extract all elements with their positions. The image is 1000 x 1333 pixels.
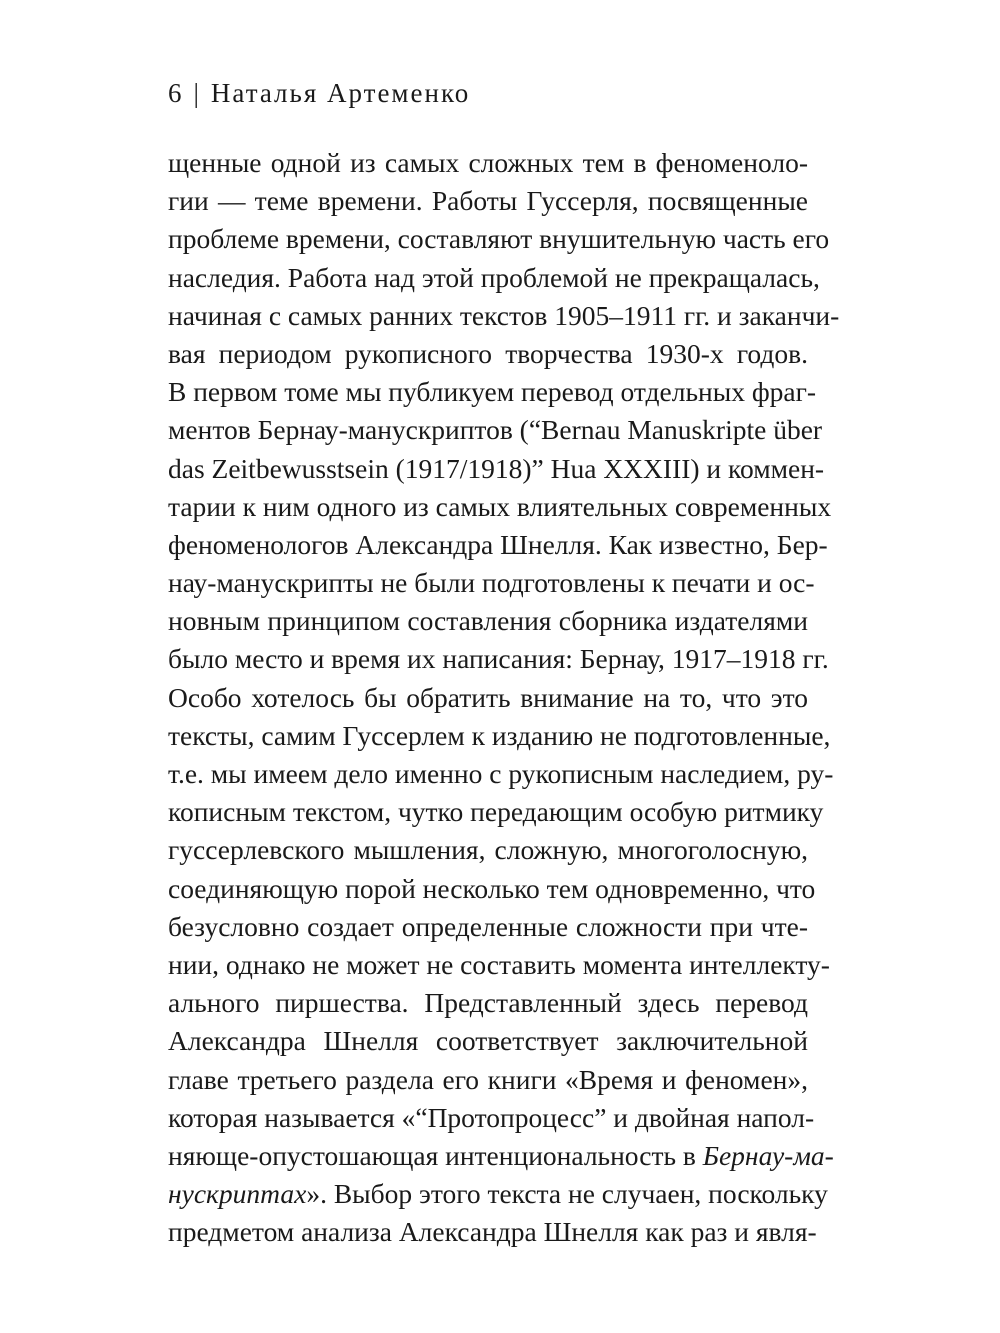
text-line: вая периодом рукописного творчества 1930-х годов. (168, 337, 808, 369)
text-line: наследия. Работа над этой проблемой не прекращалась, (168, 261, 820, 293)
text-line: было место и время их написания: Бернау, 1917–1918 гг. (168, 643, 829, 675)
body-text (168, 144, 840, 1251)
text-line: Александра Шнелля соответствует заключительной (168, 1025, 808, 1057)
text-line: проблеме времени, составляют внушительную часть его (168, 223, 830, 255)
italic-segment: нускриптах (168, 1178, 307, 1210)
text-line-mixed (168, 1175, 828, 1213)
text-line: тарии к ним одного из самых влиятельных современных (168, 490, 832, 522)
text-line-mixed (168, 1137, 834, 1175)
text-line: предметом анализа Александра Шнелля как раз и явля- (168, 1216, 817, 1248)
text-line: которая называется «“Протопроцесс” и двойная напол- (168, 1101, 815, 1133)
text-line: главе третьего раздела его книги «Время и феномен», (168, 1063, 808, 1095)
text-line: начиная с самых ранних текстов 1905–1911 гг. и заканчи- (168, 299, 840, 331)
running-head (168, 78, 470, 109)
text-line: гуссерлевского мышления, сложную, многоголосную, (168, 834, 808, 866)
text-line: щенные одной из самых сложных тем в феноменоло- (168, 147, 808, 178)
author-name: Наталья Артеменко (210, 78, 471, 108)
text-line: новным принципом составления сборника издателями (168, 605, 808, 637)
text-line: кописным текстом, чутко передающим особую ритмику (168, 796, 824, 828)
text-line: нии, однако не может не составить момента интеллекту- (168, 948, 830, 980)
text-line: В первом томе мы публикуем перевод отдельных фраг- (168, 376, 817, 408)
text-line: феноменологов Александра Шнелля. Как известно, Бер- (168, 528, 828, 560)
text-segment: няюще-опустошающая интенциональность в (168, 1139, 703, 1171)
text-line: соединяющую порой несколько тем одновременно, что (168, 872, 816, 904)
text-line: нау-манускрипты не были подготовлены к печати и ос- (168, 567, 815, 599)
text-line: ального пиршества. Представленный здесь перевод (168, 987, 808, 1019)
text-line: безусловно создает определенные сложности при чте- (168, 910, 808, 942)
text-line: ментов Бернау-манускриптов (“Bernau Manuskripte über (168, 414, 823, 446)
header-separator: | (193, 78, 201, 108)
italic-segment: Бернау-ма- (702, 1139, 834, 1171)
page-number: 6 (168, 78, 184, 108)
text-segment: ». Выбор этого текста не случаен, поскольку (306, 1178, 828, 1210)
text-line: das Zeitbewusstsein (1917/1918)” Hua XXXIII) и коммен- (168, 452, 825, 484)
text-line: Особо хотелось бы обратить внимание на то, что это (168, 681, 808, 713)
text-line: гии — теме времени. Работы Гуссерля, посвященные (168, 185, 808, 217)
text-line: т.е. мы имеем дело именно с рукописным наследием, ру- (168, 758, 834, 789)
text-line: тексты, самим Гуссерлем к изданию не подготовленные, (168, 719, 831, 751)
